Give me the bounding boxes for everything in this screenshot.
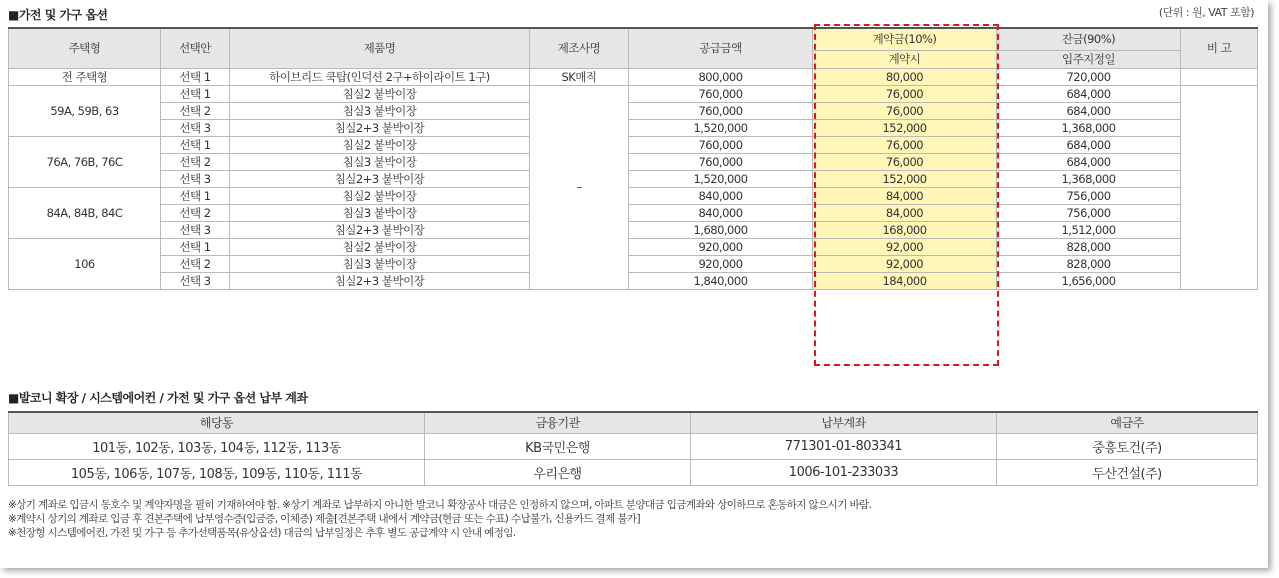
table-row [9, 255, 1258, 272]
table-row [9, 102, 1258, 119]
cell-product: 침실3 붙박이장 [230, 204, 530, 221]
cell-house-type: 106 [9, 238, 161, 289]
table-row [9, 459, 1258, 485]
table-row [9, 170, 1258, 187]
cell-choice: 선택 2 [161, 255, 230, 272]
cell-house-type: 전 주택형 [9, 68, 161, 85]
cell-deposit: 80,000 [813, 68, 997, 85]
cell-choice: 선택 2 [161, 153, 230, 170]
cell-holder: 중흥토건(주) [997, 433, 1258, 459]
cell-product: 침실3 붙박이장 [230, 153, 530, 170]
note-line: ※상기 계좌로 입금시 동호수 및 계약자명을 필히 기재하여야 함. ※상기 계좌로 납부하지 아니한 발코니 확장공사 대금은 인정하지 않으며, 아파트 분양대금 입금계좌와 상이하므로 혼동하지 않으시기 바람. [8, 499, 872, 511]
cell-price: 760,000 [629, 153, 813, 170]
cell-choice: 선택 1 [161, 68, 230, 85]
cell-maker: SK매직 [530, 68, 629, 85]
cell-bank: KB국민은행 [425, 433, 691, 459]
header-bank: 금융기관 [425, 412, 691, 433]
cell-balance: 1,368,000 [997, 119, 1181, 136]
cell-holder: 두산건설(주) [997, 459, 1258, 485]
cell-buildings: 105동, 106동, 107동, 108동, 109동, 110동, 111동 [9, 459, 425, 485]
header-holder: 예금주 [997, 412, 1258, 433]
cell-product: 침실2+3 붙박이장 [230, 221, 530, 238]
notes [8, 498, 871, 540]
cell-deposit: 92,000 [813, 238, 997, 255]
header-price: 공급금액 [629, 28, 813, 68]
cell-product: 침실2 붙박이장 [230, 136, 530, 153]
cell-deposit: 76,000 [813, 102, 997, 119]
cell-price: 840,000 [629, 187, 813, 204]
cell-price: 1,840,000 [629, 272, 813, 289]
cell-product: 침실2 붙박이장 [230, 85, 530, 102]
table-row [9, 119, 1258, 136]
cell-deposit: 152,000 [813, 119, 997, 136]
header-house-type: 주택형 [9, 28, 161, 68]
options-table-body [9, 68, 1258, 289]
table-row [9, 204, 1258, 221]
cell-deposit: 184,000 [813, 272, 997, 289]
header-balance-sub: 입주지정일 [997, 50, 1181, 68]
cell-house-type: 76A, 76B, 76C [9, 136, 161, 187]
cell-price: 760,000 [629, 102, 813, 119]
table-row [9, 433, 1258, 459]
cell-product: 침실3 붙박이장 [230, 255, 530, 272]
cell-account: 1006-101-233033 [691, 459, 997, 485]
cell-balance: 684,000 [997, 153, 1181, 170]
cell-choice: 선택 1 [161, 238, 230, 255]
header-choice: 선택안 [161, 28, 230, 68]
cell-account: 771301-01-803341 [691, 433, 997, 459]
cell-bank: 우리은행 [425, 459, 691, 485]
table-row [9, 272, 1258, 289]
cell-product: 침실2+3 붙박이장 [230, 170, 530, 187]
cell-price: 760,000 [629, 85, 813, 102]
header-maker: 제조사명 [530, 28, 629, 68]
cell-choice: 선택 2 [161, 204, 230, 221]
cell-house-type: 84A, 84B, 84C [9, 187, 161, 238]
cell-note [1181, 85, 1258, 289]
cell-buildings: 101동, 102동, 103동, 104동, 112동, 113동 [9, 433, 425, 459]
cell-deposit: 152,000 [813, 170, 997, 187]
cell-deposit: 168,000 [813, 221, 997, 238]
header-deposit: 계약금(10%) [813, 28, 997, 50]
cell-house-type: 59A, 59B, 63 [9, 85, 161, 136]
cell-choice: 선택 3 [161, 119, 230, 136]
table-row [9, 238, 1258, 255]
header-product: 제품명 [230, 28, 530, 68]
cell-price: 920,000 [629, 238, 813, 255]
table-row [9, 136, 1258, 153]
cell-deposit: 76,000 [813, 85, 997, 102]
cell-price: 840,000 [629, 204, 813, 221]
cell-price: 760,000 [629, 136, 813, 153]
accounts-table [8, 411, 1258, 486]
table-row [9, 221, 1258, 238]
unit-note: (단위 : 원, VAT 포함) [1158, 6, 1254, 19]
cell-balance: 684,000 [997, 102, 1181, 119]
table-row [9, 68, 1258, 85]
cell-price: 920,000 [629, 255, 813, 272]
cell-choice: 선택 3 [161, 272, 230, 289]
cell-deposit: 76,000 [813, 136, 997, 153]
cell-choice: 선택 1 [161, 85, 230, 102]
cell-deposit: 84,000 [813, 187, 997, 204]
header-note: 비 고 [1181, 28, 1258, 68]
cell-deposit: 84,000 [813, 204, 997, 221]
section-title-options: ■가전 및 가구 옵션 [8, 8, 108, 22]
cell-choice: 선택 1 [161, 136, 230, 153]
cell-maker: – [530, 85, 629, 289]
options-table [8, 27, 1258, 290]
cell-balance: 1,656,000 [997, 272, 1181, 289]
cell-choice: 선택 3 [161, 221, 230, 238]
header-deposit-sub: 계약시 [813, 50, 997, 68]
cell-choice: 선택 2 [161, 102, 230, 119]
cell-balance: 828,000 [997, 238, 1181, 255]
table-row [9, 85, 1258, 102]
cell-deposit: 76,000 [813, 153, 997, 170]
cell-balance: 1,512,000 [997, 221, 1181, 238]
cell-price: 1,520,000 [629, 119, 813, 136]
section-title-accounts: ■발코니 확장 / 시스템에어컨 / 가전 및 가구 옵션 납부 계좌 [8, 391, 308, 405]
cell-product: 침실2 붙박이장 [230, 238, 530, 255]
table-row [9, 187, 1258, 204]
cell-price: 1,520,000 [629, 170, 813, 187]
cell-product: 침실2+3 붙박이장 [230, 119, 530, 136]
header-balance: 잔금(90%) [997, 28, 1181, 50]
cell-product: 하이브리드 쿡탑(인덕션 2구+하이라이트 1구) [230, 68, 530, 85]
cell-balance: 756,000 [997, 187, 1181, 204]
cell-price: 1,680,000 [629, 221, 813, 238]
cell-balance: 720,000 [997, 68, 1181, 85]
cell-choice: 선택 3 [161, 170, 230, 187]
cell-note [1181, 68, 1258, 85]
cell-balance: 684,000 [997, 85, 1181, 102]
cell-deposit: 92,000 [813, 255, 997, 272]
table-row [9, 153, 1258, 170]
cell-product: 침실2+3 붙박이장 [230, 272, 530, 289]
cell-balance: 828,000 [997, 255, 1181, 272]
cell-product: 침실2 붙박이장 [230, 187, 530, 204]
header-buildings: 해당동 [9, 412, 425, 433]
note-line: ※계약시 상기의 계좌로 입금 후 견본주택에 납부영수증(입금증, 이체증) 제출[견본주택 내에서 계약금(현금 또는 수표) 수납불가, 신용카드 결제 불가] [8, 513, 640, 525]
cell-choice: 선택 1 [161, 187, 230, 204]
cell-balance: 756,000 [997, 204, 1181, 221]
header-account: 납부계좌 [691, 412, 997, 433]
cell-product: 침실3 붙박이장 [230, 102, 530, 119]
note-line: ※천장형 시스템에어컨, 가전 및 가구 등 추가선택품목(유상옵션) 대금의 납부일정은 추후 별도 공급계약 시 안내 예정임. [8, 527, 516, 539]
cell-balance: 1,368,000 [997, 170, 1181, 187]
cell-balance: 684,000 [997, 136, 1181, 153]
cell-price: 800,000 [629, 68, 813, 85]
